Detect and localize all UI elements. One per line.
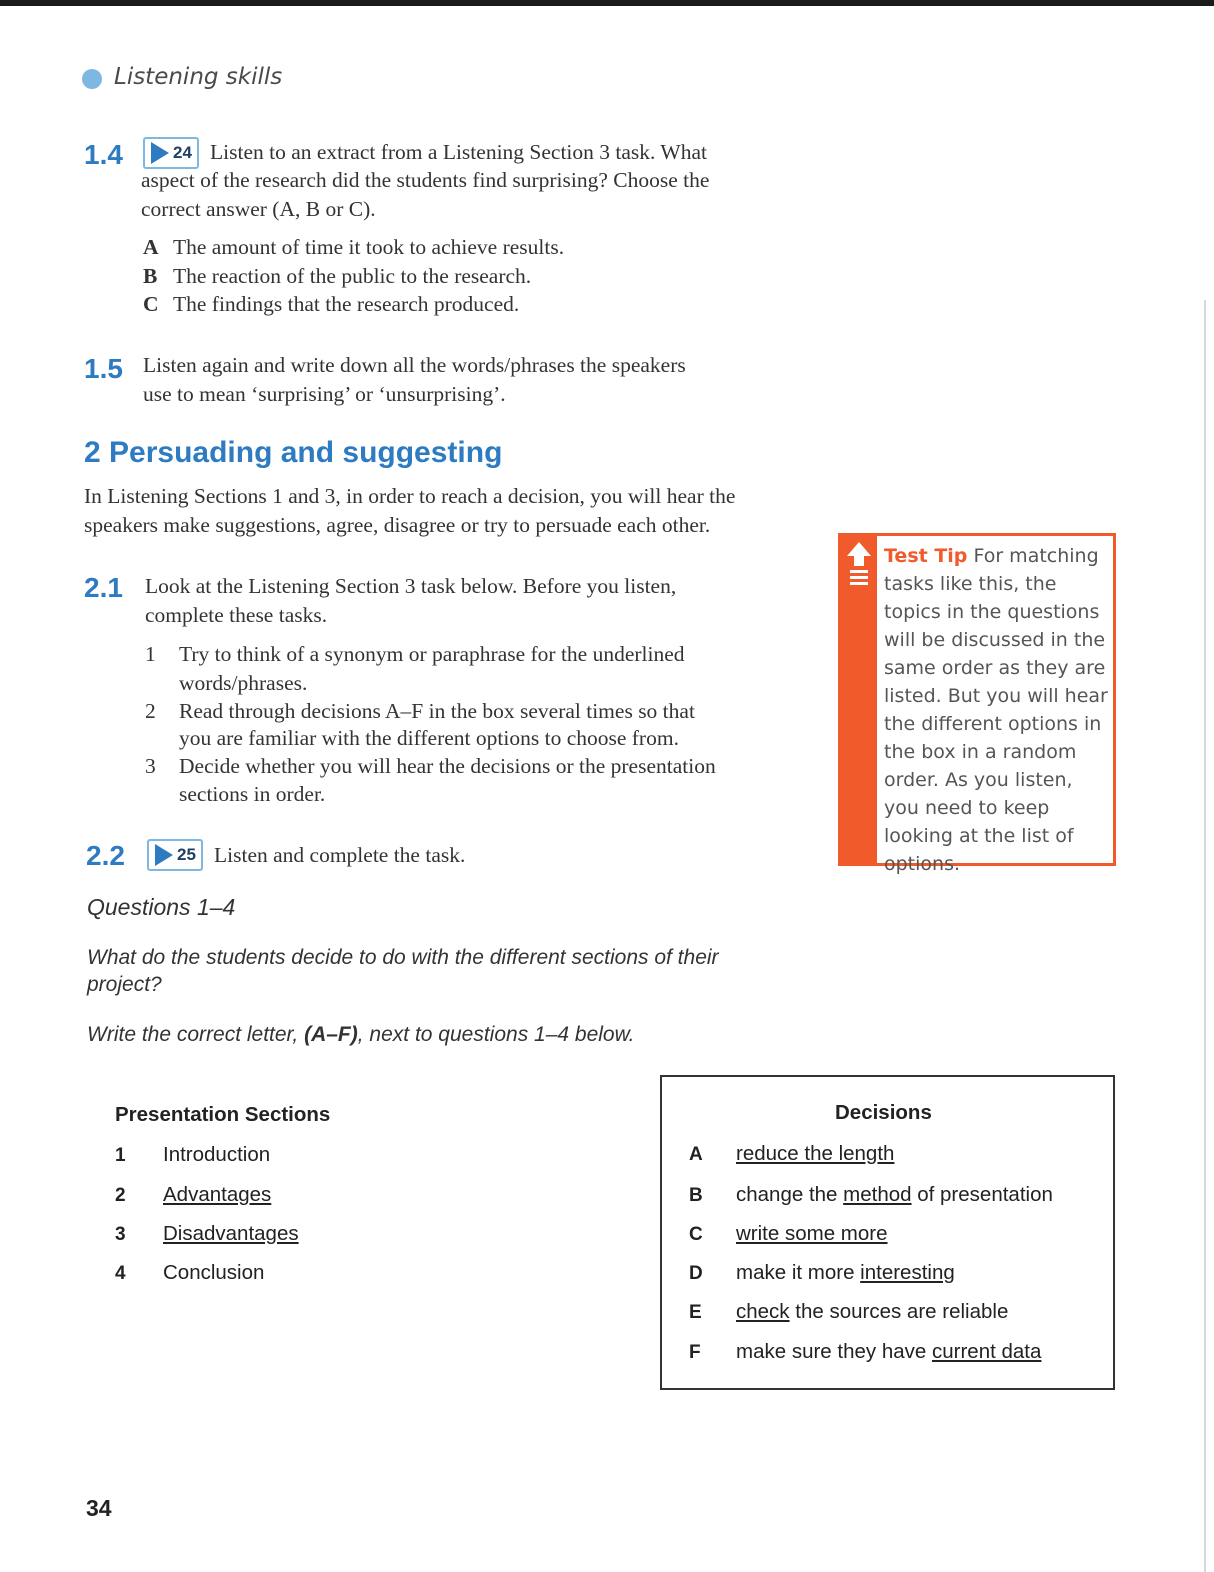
page-edge-line [1204,300,1206,1572]
decision-pre: change the [736,1183,844,1206]
ex15-line-2: use to mean ‘surprising’ or ‘unsurprising’. [143,382,506,406]
task-number: 3 [145,754,156,778]
section-label [163,1183,271,1207]
tip-sidebar [841,536,877,863]
instruction-text: , next to questions 1–4 below. [357,1023,635,1046]
decision-underlined: interesting [860,1261,955,1284]
ex14-line-3: correct answer (A, B or C). [141,197,376,221]
exercise-number-2-2: 2.2 [86,840,125,871]
exercise-number-2-1: 2.1 [84,572,123,603]
play-icon [151,142,169,164]
track-number: 24 [173,143,192,162]
section-label-underlined: Disadvantages [163,1222,299,1245]
questions-instruction [87,1023,634,1047]
answer-option [143,233,564,262]
task-number: 2 [145,699,156,723]
decision-pre: make sure they have [736,1340,932,1363]
section-intro-line-2: speakers make suggestions, agree, disagree or try to persuade each other. [84,513,711,537]
section-number: 2 [115,1185,126,1206]
decision-letter: B [689,1185,703,1206]
questions-prompt-line-1: What do the students decide to do with the different sections of their [87,946,719,969]
decision-text [736,1142,894,1166]
task-text-line-1: Try to think of a synonym or paraphrase for the underlined [179,642,685,666]
header-bullet-icon [82,69,102,89]
decision-text [736,1183,1053,1207]
task-text-line-2: words/phrases. [179,671,308,695]
ex14-line-1: Listen to an extract from a Listening Section 3 task. What [210,140,707,164]
questions-prompt-line-2: project? [87,973,162,996]
option-text: The reaction of the public to the research. [173,264,532,288]
page-number: 34 [86,1495,112,1521]
task-text-line-2: sections in order. [179,782,326,806]
option-letter: B [143,264,158,288]
exercise-number-1-4: 1.4 [84,139,123,170]
questions-heading: Questions 1–4 [87,894,236,920]
section-number: 1 [115,1145,126,1166]
tip-body: For matching tasks like this, the topics in the questions will be discussed in the same order as they are listed. But you will hear the different options in the box in a random order. As you listen, you need to keep looking at the list of options. [884,545,1108,875]
option-letter: C [143,292,159,316]
decision-letter: F [689,1342,701,1363]
tip-text [884,542,1108,878]
decision-underlined: current data [932,1340,1042,1363]
ex21-line-1: Look at the Listening Section 3 task below. Before you listen, [145,574,677,598]
decision-pre: make it more [736,1261,861,1284]
decision-text [736,1340,1041,1364]
ex22-text: Listen and complete the task. [214,843,466,867]
answer-option [143,262,531,291]
decision-text [736,1261,955,1285]
decision-underlined: method [843,1183,912,1206]
play-icon [155,844,173,866]
section-number: 3 [115,1224,126,1245]
ex21-line-2: complete these tasks. [145,603,328,627]
decision-post: of presentation [911,1183,1053,1206]
task-text-line-1: Read through decisions A–F in the box several times so that [179,699,695,723]
option-text: The amount of time it took to achieve results. [173,235,565,259]
track-number: 25 [177,845,196,864]
answer-option [143,290,519,319]
task-text-line-2: you are familiar with the different options to choose from. [179,726,679,750]
section-label-underlined: Advantages [163,1183,272,1206]
tip-label: Test Tip [884,545,968,567]
option-letter: A [143,235,159,259]
instruction-text: Write the correct letter, [87,1023,305,1046]
decision-text [736,1300,1008,1324]
option-text: The findings that the research produced. [173,292,520,316]
decision-letter: E [689,1302,702,1323]
section-title: 2 Persuading and suggesting [84,436,503,469]
decision-letter: C [689,1224,703,1245]
decision-text [736,1222,888,1246]
decision-underlined: write some more [736,1222,888,1245]
section-number: 4 [115,1263,126,1284]
task-text-line-1: Decide whether you will hear the decisions or the presentation [179,754,716,778]
section-label: Introduction [163,1143,271,1166]
section-intro-line-1: In Listening Sections 1 and 3, in order to reach a decision, you will hear the [84,484,736,508]
test-tip-box [838,533,1116,875]
page-header-title: Listening skills [114,64,283,90]
tip-arrow-icon [841,536,877,596]
decision-underlined: reduce the length [736,1142,895,1165]
decision-letter: D [689,1263,703,1284]
exercise-number-1-5: 1.5 [84,353,123,384]
presentation-sections-heading: Presentation Sections [115,1103,331,1126]
section-label: Conclusion [163,1261,265,1284]
decision-underlined: check [736,1300,790,1323]
decisions-heading: Decisions [835,1101,932,1124]
audio-track-badge-24[interactable] [143,137,199,169]
section-label [163,1222,299,1246]
instruction-range: (A–F) [304,1023,358,1046]
task-number: 1 [145,642,156,666]
decision-post: the sources are reliable [789,1300,1009,1323]
ex14-line-2: aspect of the research did the students find surprising? Choose the [141,168,710,192]
audio-track-badge-25[interactable] [147,839,203,871]
top-border [0,0,1214,6]
decision-letter: A [689,1144,703,1165]
ex15-line-1: Listen again and write down all the words/phrases the speakers [143,353,686,377]
